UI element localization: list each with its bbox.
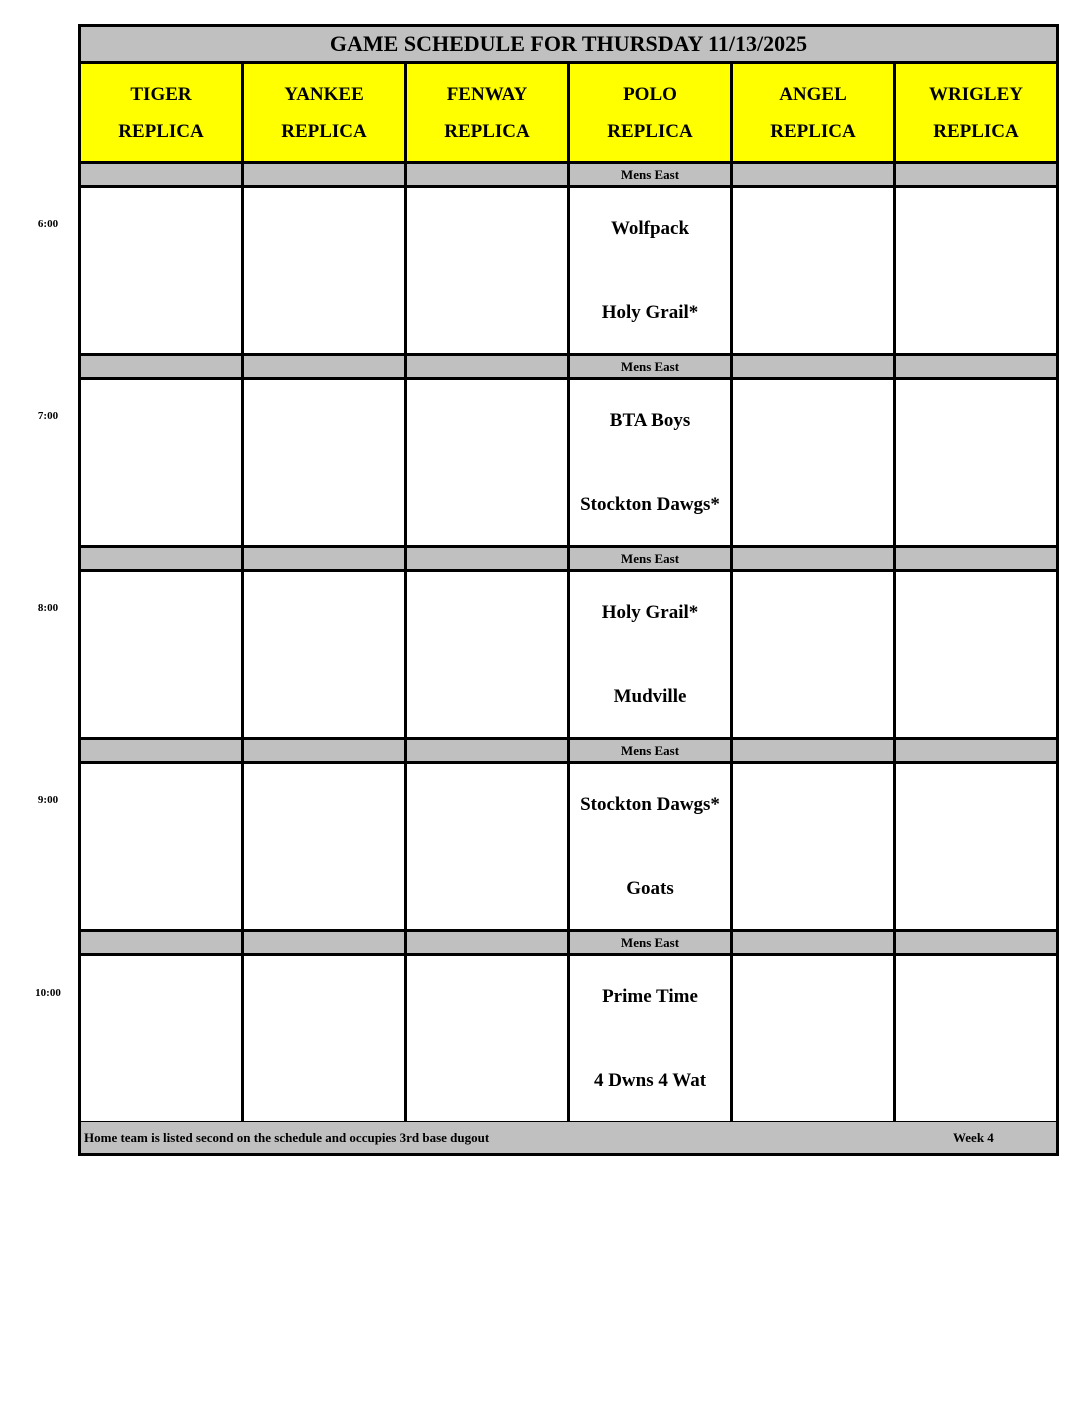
game-cell-empty [407, 188, 570, 353]
time-label: 6:00 [37, 218, 59, 230]
game-row [81, 956, 1056, 1124]
game-cell-empty [733, 956, 896, 1121]
league-cell [896, 932, 1056, 953]
league-cell [407, 740, 570, 761]
game-cell-empty [407, 380, 570, 545]
league-cell [244, 164, 407, 185]
field-subtitle: REPLICA [118, 120, 204, 142]
field-name: ANGEL [779, 83, 847, 105]
league-label: Mens East [570, 932, 733, 953]
home-team: Mudville [613, 686, 687, 707]
away-team: Prime Time [602, 986, 698, 1007]
league-cell [407, 548, 570, 569]
field-subtitle: REPLICA [933, 120, 1019, 142]
game-cell-polo [570, 956, 733, 1121]
league-cell [81, 740, 244, 761]
league-cell [407, 356, 570, 377]
away-team: Wolfpack [610, 218, 690, 239]
game-cell-empty [896, 188, 1056, 353]
game-cell-empty [407, 572, 570, 737]
field-subtitle: REPLICA [444, 120, 530, 142]
game-cell-empty [407, 956, 570, 1121]
field-header-angel [733, 64, 896, 161]
game-cell-empty [733, 764, 896, 929]
league-cell [733, 356, 896, 377]
away-team: Holy Grail* [601, 602, 699, 623]
home-team: Stockton Dawgs* [580, 494, 720, 515]
game-row [81, 188, 1056, 356]
time-label: 7:00 [37, 410, 59, 422]
game-cell-polo [570, 572, 733, 737]
away-team: BTA Boys [609, 410, 691, 431]
league-cell [81, 164, 244, 185]
field-name: TIGER [130, 83, 192, 105]
field-subtitle: REPLICA [281, 120, 367, 142]
league-cell [244, 548, 407, 569]
field-name: POLO [623, 83, 677, 105]
game-cell-empty [244, 380, 407, 545]
game-cell-empty [81, 764, 244, 929]
field-header-row [81, 64, 1056, 164]
league-cell [81, 548, 244, 569]
home-team: Holy Grail* [601, 302, 699, 323]
league-label: Mens East [570, 548, 733, 569]
game-row [81, 764, 1056, 932]
field-header-tiger [81, 64, 244, 161]
league-label: Mens East [570, 164, 733, 185]
field-name: FENWAY [446, 83, 528, 105]
time-label: 9:00 [37, 794, 59, 806]
time-slot-9 [81, 740, 1056, 932]
game-cell-empty [244, 956, 407, 1121]
field-header-wrigley [896, 64, 1056, 161]
week-label: Week 4 [953, 1130, 994, 1145]
league-row [81, 740, 1056, 764]
schedule-footer [81, 1122, 1056, 1153]
game-row [81, 572, 1056, 740]
game-cell-empty [244, 188, 407, 353]
field-header-fenway [407, 64, 570, 161]
time-slot-10 [81, 932, 1056, 1124]
game-cell-empty [896, 956, 1056, 1121]
league-cell [244, 740, 407, 761]
field-name: YANKEE [284, 83, 364, 105]
game-cell-empty [81, 572, 244, 737]
game-cell-empty [81, 188, 244, 353]
field-header-yankee [244, 64, 407, 161]
league-cell [81, 356, 244, 377]
league-row [81, 932, 1056, 956]
game-cell-empty [407, 764, 570, 929]
league-label: Mens East [570, 356, 733, 377]
game-cell-empty [733, 188, 896, 353]
home-team: Goats [626, 878, 674, 899]
league-cell [896, 356, 1056, 377]
schedule-title: GAME SCHEDULE FOR THURSDAY 11/13/2025 [81, 27, 1056, 64]
time-slot-8 [81, 548, 1056, 740]
game-cell-empty [733, 380, 896, 545]
field-subtitle: REPLICA [607, 120, 693, 142]
game-cell-empty [896, 380, 1056, 545]
league-cell [896, 740, 1056, 761]
time-label: 10:00 [35, 987, 61, 999]
league-cell [81, 932, 244, 953]
game-row [81, 380, 1056, 548]
game-cell-polo [570, 764, 733, 929]
field-subtitle: REPLICA [770, 120, 856, 142]
league-cell [896, 164, 1056, 185]
game-cell-empty [244, 572, 407, 737]
time-label: 8:00 [37, 602, 59, 614]
home-team: 4 Dwns 4 Wat [593, 1070, 707, 1091]
league-cell [733, 932, 896, 953]
league-row [81, 356, 1056, 380]
league-cell [733, 740, 896, 761]
time-slot-6 [81, 164, 1056, 356]
game-cell-polo [570, 188, 733, 353]
game-cell-polo [570, 380, 733, 545]
league-cell [733, 164, 896, 185]
league-row [81, 164, 1056, 188]
league-label: Mens East [570, 740, 733, 761]
schedule-table [78, 24, 1059, 1156]
home-team-note: Home team is listed second on the schedule and occupies 3rd base dugout [84, 1130, 490, 1145]
league-row [81, 548, 1056, 572]
field-name: WRIGLEY [929, 83, 1023, 105]
game-cell-empty [244, 764, 407, 929]
league-cell [407, 164, 570, 185]
league-cell [244, 356, 407, 377]
league-cell [407, 932, 570, 953]
game-cell-empty [733, 572, 896, 737]
field-header-polo [570, 64, 733, 161]
away-team: Stockton Dawgs* [580, 794, 720, 815]
league-cell [896, 548, 1056, 569]
game-cell-empty [896, 764, 1056, 929]
game-cell-empty [896, 572, 1056, 737]
game-cell-empty [81, 956, 244, 1121]
league-cell [733, 548, 896, 569]
league-cell [244, 932, 407, 953]
game-cell-empty [81, 380, 244, 545]
time-slot-7 [81, 356, 1056, 548]
